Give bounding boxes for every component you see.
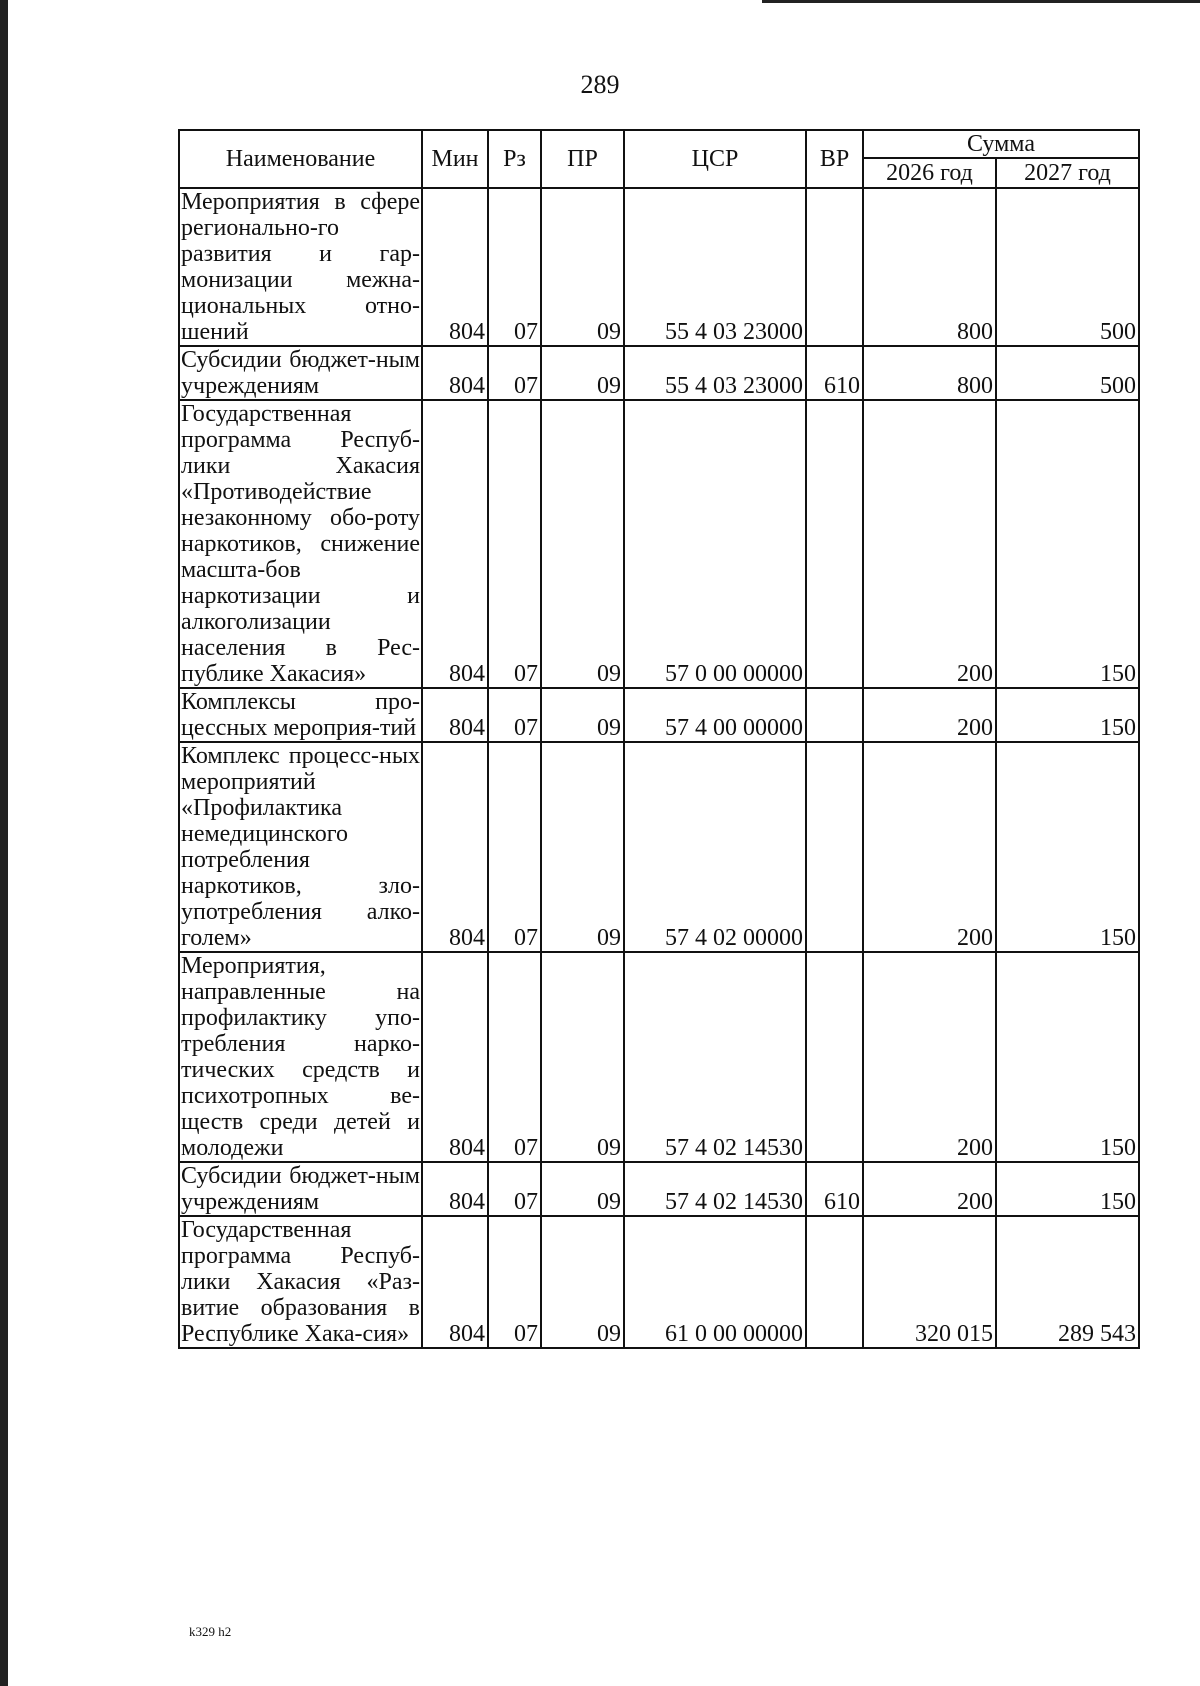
table-row — [179, 188, 1139, 346]
row-vr — [806, 742, 863, 952]
row-pr: 09 — [541, 1216, 624, 1348]
row-rz: 07 — [488, 1162, 541, 1216]
row-min: 804 — [422, 688, 488, 742]
row-rz: 07 — [488, 742, 541, 952]
header-sum: Сумма — [863, 130, 1139, 158]
row-sum-2027: 150 — [996, 400, 1139, 688]
header-name: Наименование — [179, 130, 422, 188]
table-body — [179, 188, 1139, 1348]
row-rz: 07 — [488, 400, 541, 688]
row-name: Государственная программа Респуб-лики Хакасия «Противодействие незаконному обо-роту наркотиков, снижение масшта-бов наркотизации и алкоголизации населения в Рес-публике Хакасия» — [181, 401, 420, 687]
row-name: Комплексы про-цессных мероприя-тий — [181, 689, 420, 741]
row-csr: 57 4 02 14530 — [624, 1162, 806, 1216]
row-pr: 09 — [541, 346, 624, 400]
header-year-2027: 2027 год — [996, 158, 1139, 188]
row-sum-2027: 500 — [996, 346, 1139, 400]
row-csr: 61 0 00 00000 — [624, 1216, 806, 1348]
header-vr: ВР — [806, 130, 863, 188]
row-sum-2027: 150 — [996, 1162, 1139, 1216]
row-name: Субсидии бюджет-ным учреждениям — [181, 347, 420, 399]
header-csr: ЦСР — [624, 130, 806, 188]
budget-table — [178, 129, 1140, 1349]
row-vr — [806, 188, 863, 346]
row-pr: 09 — [541, 400, 624, 688]
row-csr: 57 4 02 00000 — [624, 742, 806, 952]
row-pr: 09 — [541, 1162, 624, 1216]
table-row — [179, 346, 1139, 400]
row-sum-2027: 500 — [996, 188, 1139, 346]
row-csr: 57 4 00 00000 — [624, 688, 806, 742]
row-pr: 09 — [541, 688, 624, 742]
row-csr: 55 4 03 23000 — [624, 188, 806, 346]
table-row — [179, 400, 1139, 688]
row-name: Комплекс процесс-ных мероприятий «Профилактика немедицинского потребления наркотиков, зло-употребления алко-голем» — [181, 743, 420, 951]
row-vr: 610 — [806, 1162, 863, 1216]
row-rz: 07 — [488, 688, 541, 742]
row-sum-2027: 150 — [996, 742, 1139, 952]
row-sum-2027: 289 543 — [996, 1216, 1139, 1348]
row-sum-2026: 200 — [863, 688, 996, 742]
table-row — [179, 688, 1139, 742]
row-csr: 57 4 02 14530 — [624, 952, 806, 1162]
table-row — [179, 1216, 1139, 1348]
row-pr: 09 — [541, 188, 624, 346]
table-row — [179, 952, 1139, 1162]
row-rz: 07 — [488, 952, 541, 1162]
row-vr: 610 — [806, 346, 863, 400]
row-min: 804 — [422, 1216, 488, 1348]
row-sum-2026: 800 — [863, 346, 996, 400]
row-name: Мероприятия, направленные на профилактику упо-требления нарко-тических средств и психотропных ве-ществ среди детей и молодежи — [181, 953, 420, 1161]
row-sum-2026: 320 015 — [863, 1216, 996, 1348]
row-sum-2026: 200 — [863, 1162, 996, 1216]
row-rz: 07 — [488, 188, 541, 346]
row-sum-2027: 150 — [996, 688, 1139, 742]
row-rz: 07 — [488, 346, 541, 400]
scan-top-edge — [762, 0, 1200, 3]
header-year-2026: 2026 год — [863, 158, 996, 188]
row-rz: 07 — [488, 1216, 541, 1348]
table-row — [179, 1162, 1139, 1216]
row-min: 804 — [422, 742, 488, 952]
row-vr — [806, 952, 863, 1162]
row-sum-2026: 200 — [863, 742, 996, 952]
row-csr: 55 4 03 23000 — [624, 346, 806, 400]
header-rz: Рз — [488, 130, 541, 188]
row-sum-2026: 200 — [863, 400, 996, 688]
header-min: Мин — [422, 130, 488, 188]
scan-edge-shadow — [0, 0, 8, 1686]
row-vr — [806, 400, 863, 688]
row-name: Государственная программа Респуб-лики Хакасия «Раз-витие образования в Республике Хака-сия» — [181, 1217, 420, 1347]
row-pr: 09 — [541, 742, 624, 952]
row-name: Мероприятия в сфере регионально-го развития и гар-монизации межна-циональных отно-шений — [181, 189, 420, 345]
page-number: 289 — [580, 70, 620, 99]
row-min: 804 — [422, 346, 488, 400]
row-min: 804 — [422, 1162, 488, 1216]
row-min: 804 — [422, 952, 488, 1162]
row-sum-2027: 150 — [996, 952, 1139, 1162]
row-name: Субсидии бюджет-ным учреждениям — [181, 1163, 420, 1215]
row-vr — [806, 1216, 863, 1348]
header-pr: ПР — [541, 130, 624, 188]
row-pr: 09 — [541, 952, 624, 1162]
row-min: 804 — [422, 400, 488, 688]
row-sum-2026: 800 — [863, 188, 996, 346]
table-row — [179, 742, 1139, 952]
row-csr: 57 0 00 00000 — [624, 400, 806, 688]
row-sum-2026: 200 — [863, 952, 996, 1162]
row-vr — [806, 688, 863, 742]
row-min: 804 — [422, 188, 488, 346]
footer-code: k329 h2 — [189, 1624, 232, 1639]
